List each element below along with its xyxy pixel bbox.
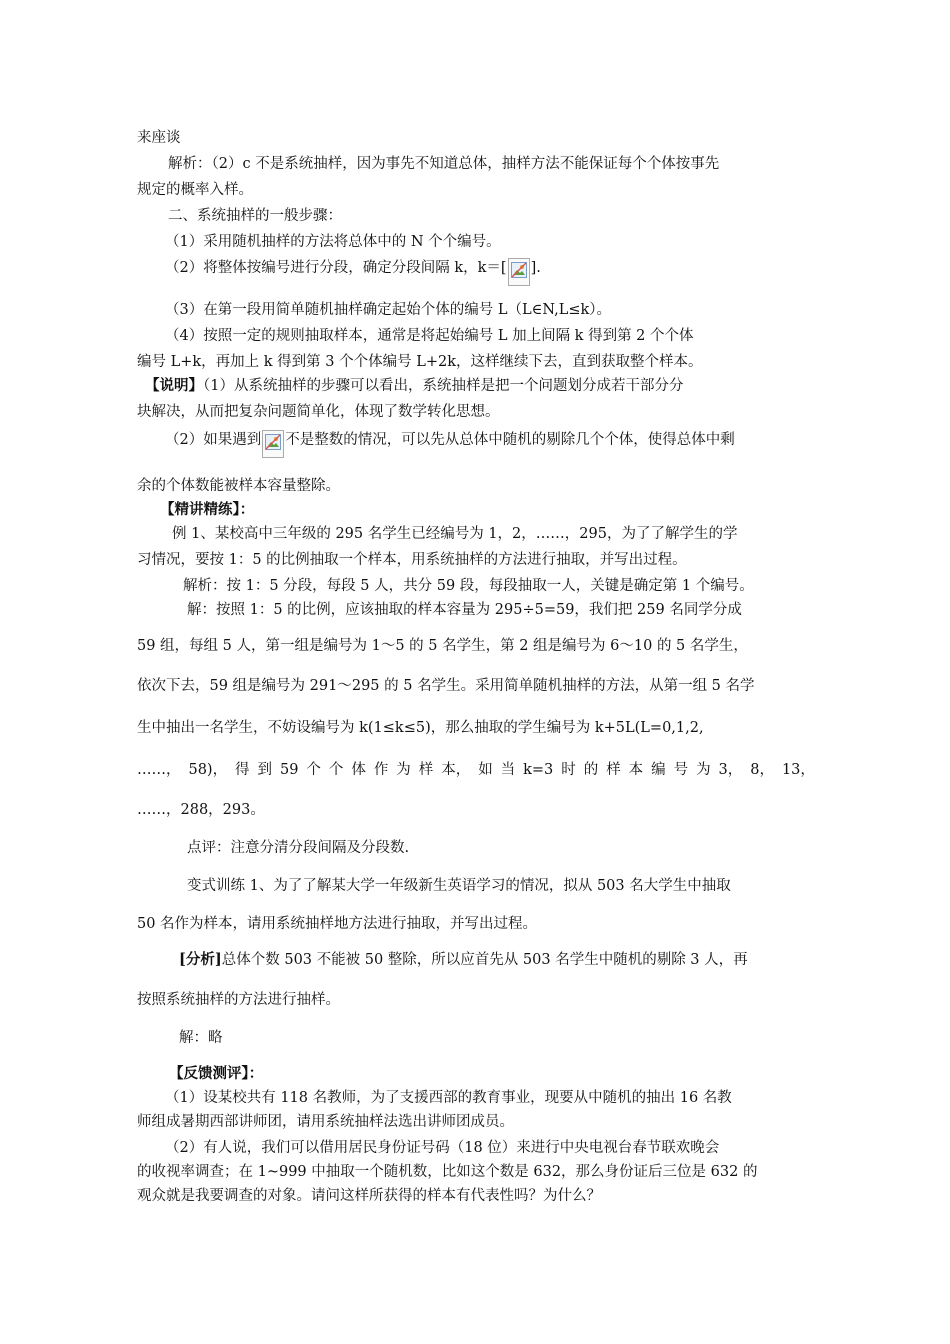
comment-line: 点评：注意分清分段间隔及分段数. bbox=[187, 840, 410, 856]
word: k=3 bbox=[523, 762, 554, 778]
note-2-rest: 不是整数的情况，可以先从总体中随机的剔除几个个体，使得总体中剩 bbox=[285, 432, 735, 448]
section-heading: 【精讲精练】： bbox=[160, 501, 255, 518]
word: 为 bbox=[396, 762, 411, 778]
text-line: 50 名作为样本，请用系统抽样地方法进行抽取，并写出过程。 bbox=[137, 916, 538, 932]
step-1: （1）采用随机抽样的方法将总体中的 N 个个编号。 bbox=[165, 234, 501, 250]
word: 作 bbox=[373, 762, 389, 778]
analysis-line: 解析：按 1：5 分段，每段 5 人，共分 59 段，每段抽取一人，关键是确定第 1 个编号。 bbox=[183, 578, 754, 594]
question-1: （1）设某校共有 118 名教师，为了支援西部的教育事业，现要从中随机的抽出 16 名教 bbox=[165, 1090, 732, 1106]
word: 个 bbox=[328, 762, 344, 778]
step-4: （4）按照一定的规则抽取样本，通常是将起始编号 L 加上间隔 k 得到第 2 个个体 bbox=[165, 328, 694, 344]
word: 样 bbox=[418, 762, 434, 778]
text-line: 解析：（2）c 不是系统抽样，因为事先不知道总体，抽样方法不能保证每个个体按事先 bbox=[168, 156, 720, 172]
word: 13， bbox=[781, 762, 815, 778]
word: 到 bbox=[257, 762, 273, 778]
word: 3， bbox=[718, 762, 743, 778]
text-line: 余的个体数能被样本容量整除。 bbox=[137, 478, 340, 494]
text-line: 块解决，从而把复杂问题简单化，体现了数学转化思想。 bbox=[137, 404, 500, 420]
question-2: （2）有人说，我们可以借用居民身份证号码（18 位）来进行中央电视台春节联欢晚会 bbox=[165, 1140, 720, 1156]
word: 当 bbox=[500, 762, 516, 778]
note-2 bbox=[165, 430, 735, 458]
solution-line: 解：按照 1：5 的比例，应该抽取的样本容量为 295÷5=59，我们把 259 名同学分成 bbox=[187, 602, 742, 618]
note-2-text: （2）如果遇到 bbox=[165, 432, 262, 448]
word: 得 bbox=[235, 762, 250, 778]
analysis-label: [分析] bbox=[179, 951, 222, 968]
text-line: 观众就是我要调查的对象。请问这样所获得的样本有代表性吗？为什么？ bbox=[137, 1188, 601, 1204]
word: 本， bbox=[441, 762, 471, 778]
text-line: 生中抽出一名学生，不妨设编号为 k(1≤k≤5)，那么抽取的学生编号为 k+5L(L=0,1,2, bbox=[137, 720, 704, 736]
analysis-text: 总体个数 503 不能被 50 整除，所以应首先从 503 名学生中随机的剔除 3 人，再 bbox=[221, 952, 748, 968]
exercise-line: 变式训练 1、为了了解某大学一年级新生英语学习的情况，拟从 503 名大学生中抽取 bbox=[187, 878, 731, 894]
note-label: 【说明】 bbox=[145, 377, 203, 394]
text-line: 依次下去，59 组是编号为 291～295 的 5 名学生。采用简单随机抽样的方法，从第一组 5 名学 bbox=[137, 678, 755, 694]
analysis-line bbox=[179, 950, 748, 970]
word: 为 bbox=[696, 762, 711, 778]
word: 如 bbox=[478, 762, 493, 778]
section-heading: 【反馈测评】： bbox=[169, 1065, 264, 1082]
word: 58)， bbox=[188, 762, 228, 778]
word: 8， bbox=[750, 762, 774, 778]
word: 本 bbox=[628, 762, 644, 778]
broken-image-icon bbox=[262, 430, 284, 458]
text-line: 来座谈 bbox=[137, 130, 181, 146]
word: ……， bbox=[137, 762, 181, 778]
word: 体 bbox=[351, 762, 366, 778]
word: 时 bbox=[561, 762, 576, 778]
word: 号 bbox=[673, 762, 689, 778]
word: 编 bbox=[651, 762, 666, 778]
step-2 bbox=[165, 258, 541, 286]
note-text: （1）从系统抽样的步骤可以看出，系统抽样是把一个问题划分成若干部分分 bbox=[203, 378, 684, 394]
solution-line: 解：略 bbox=[179, 1030, 223, 1046]
text-line: 59 组，每组 5 人，第一组是编号为 1～5 的 5 名学生，第 2 组是编号为 6～10 的 5 名学生， bbox=[137, 638, 748, 654]
step-2-end: ]. bbox=[530, 260, 541, 276]
step-3: （3）在第一段用简单随机抽样确定起始个体的编号 L（L∈N,L≤k）。 bbox=[165, 302, 612, 318]
word: 样 bbox=[606, 762, 621, 778]
word: 59 bbox=[279, 762, 299, 778]
word: 的 bbox=[583, 762, 599, 778]
text-line: 师组成暑期西部讲师团，请用系统抽样法选出讲师团成员。 bbox=[137, 1114, 514, 1130]
example-1: 例 1、某校高中三年级的 295 名学生已经编号为 1，2，……，295，为了了解学生的学 bbox=[172, 526, 738, 542]
step-2-text: （2）将整体按编号进行分段，确定分段间隔 k，k＝[ bbox=[165, 260, 507, 276]
text-line: 规定的概率入样。 bbox=[137, 182, 253, 198]
broken-image-icon bbox=[508, 258, 530, 286]
text-line: 习情况，要按 1：5 的比例抽取一个样本，用系统抽样的方法进行抽取，并写出过程。 bbox=[137, 552, 687, 568]
text-line: ……，288，293。 bbox=[137, 802, 265, 818]
text-line: 按照系统抽样的方法进行抽样。 bbox=[137, 992, 340, 1008]
note-line bbox=[145, 376, 683, 396]
justified-line bbox=[137, 760, 815, 780]
word: 个 bbox=[306, 762, 321, 778]
text-line: 编号 L+k，再加上 k 得到第 3 个个体编号 L+2k，这样继续下去，直到获取整个样本。 bbox=[137, 354, 703, 370]
text-line: 的收视率调查；在 1~999 中抽取一个随机数，比如这个数是 632，那么身份证后三位是 632 的 bbox=[137, 1164, 758, 1180]
section-heading: 二、系统抽样的一般步骤： bbox=[168, 208, 342, 224]
